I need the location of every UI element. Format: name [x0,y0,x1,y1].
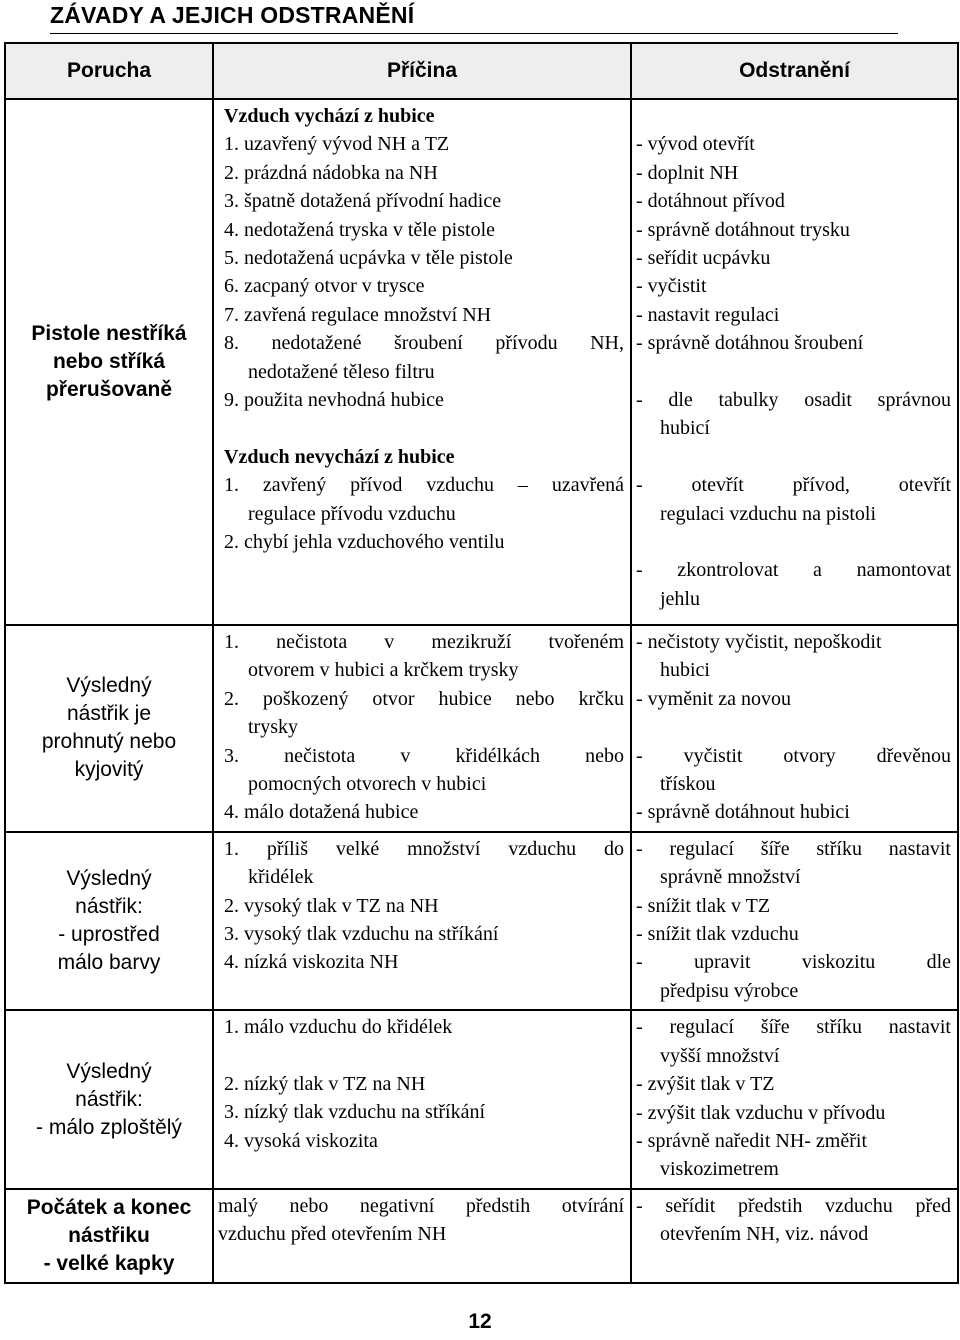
fault-line: - uprostřed [58,923,160,947]
fix-line: - správně naředit NH- změřit [636,1129,868,1152]
cause-line: pomocných otvorech v hubici [248,773,487,796]
cause-line: 4. nízká viskozita NH [224,951,399,974]
fault-line: nástřik: [75,895,143,919]
fix-line: hubici [660,659,710,682]
cause-line: 1. málo vzduchu do křidélek [224,1016,453,1039]
cause-heading: Vzduch vychází z hubice [224,105,435,127]
table-row [5,1010,958,1188]
cause-line: 8. nedotažené šroubení přívodu NH, [224,332,624,355]
cause-line: 1. příliš velké množství vzduchu do [224,837,624,860]
fix-line: - zvýšit tlak vzduchu v přívodu [636,1101,886,1124]
cause-line: 5. nedotažená ucpávka v těle pistole [224,247,513,270]
fix-line: správně množství [660,866,801,889]
cause-line: 4. nedotažená tryska v těle pistole [224,218,496,241]
fault-line: kyjovitý [74,758,144,782]
table-row [5,625,958,832]
fault-line: nástřik: [75,1087,143,1111]
cause-line: 2. poškozený otvor hubice nebo krčku [224,687,624,710]
cause-line: regulace přívodu vzduchu [248,502,456,525]
spacer [636,102,951,130]
fix-line: - seřídit předstih vzduchu před [636,1194,951,1217]
spacer [224,1042,624,1070]
fix-line: vyšší množství [660,1044,780,1067]
fix-line: - regulací šíře stříku nastavit [636,837,951,860]
cause-line: 2. prázdná nádobka na NH [224,161,438,184]
fix-cell [631,1189,958,1283]
title-underline [50,33,898,34]
fix-line: - seřídit ucpávku [636,247,771,270]
cause-cell [213,1189,631,1283]
header-fix: Odstranění [631,43,958,99]
fault-line: - velké kapky [43,1251,175,1275]
cause-line: 1. uzavřený vývod NH a TZ [224,133,450,156]
cause-line: 1. nečistota v mezikruží tvořeném [224,631,624,653]
cause-line: 2. chybí jehla vzduchového ventilu [224,531,505,554]
cause-cell [213,625,631,832]
fix-line: hubicí [660,417,710,440]
fix-line: regulaci vzduchu na pistoli [660,502,877,525]
fix-line: - snížit tlak vzduchu [636,923,799,946]
spacer [636,528,951,556]
fix-line: - dotáhnout přívod [636,190,785,213]
fix-line: - regulací šíře stříku nastavit [636,1016,951,1039]
cause-line: trysky [248,716,298,739]
table-header-row [5,43,958,99]
fault-cell [5,1010,213,1188]
fault-line: Výsledný [66,674,152,698]
cause-line: vzduchu před otevřením NH [218,1223,447,1246]
cause-line: otvorem v hubici a krčkem trysky [248,659,519,682]
fix-cell [631,99,958,625]
fix-line: otevřením NH, viz. návod [660,1223,869,1246]
fault-line: přerušovaně [45,378,173,401]
fix-line: - otevřít přívod, otevřít [636,474,951,497]
fix-line: - dle tabulky osadit správnou [636,389,951,412]
cause-line: malý nebo negativní předstih otvírání [218,1194,624,1217]
cause-line: 1. zavřený přívod vzduchu – uzavřená [224,474,624,497]
cause-line: 3. špatně dotažená přívodní hadice [224,190,502,213]
cause-heading: Vzduch nevychází z hubice [224,445,455,468]
fix-line: - zvýšit tlak v TZ [636,1073,775,1096]
cause-line: 4. málo dotažená hubice [224,801,419,824]
fix-line: - nečistoty vyčistit, nepoškodit [636,631,882,653]
fault-line: málo barvy [57,951,161,975]
fix-line: - upravit viskozitu dle [636,951,951,974]
spacer [224,414,624,442]
fault-line: Pistole nestříká [31,322,187,345]
fault-cell [5,625,213,832]
fix-line: - doplnit NH [636,161,739,184]
fix-line: - správně dotáhnout hubici [636,801,850,824]
fix-line: - vývod otevřít [636,133,755,156]
cause-cell [213,99,631,625]
cause-line: 9. použita nevhodná hubice [224,389,444,412]
fix-line: jehlu [660,587,700,610]
header-cause: Příčina [213,43,631,99]
fix-line: - vyčistit otvory dřevěnou [636,744,951,767]
spacer [636,443,951,471]
fault-line: Počátek a konec [26,1195,192,1219]
fix-line: viskozimetrem [660,1158,779,1181]
fault-line: Výsledný [66,1059,152,1083]
fix-line: předpisu výrobce [660,979,799,1002]
page-number: 12 [468,1310,492,1333]
fault-line: nástřiku [68,1223,150,1247]
cause-cell [213,832,631,1010]
fault-cell [5,99,213,625]
fix-line: - snížit tlak v TZ [636,894,771,917]
fix-line: třískou [660,773,716,796]
fix-line: - vyměnit za novou [636,687,791,710]
table-row [5,832,958,1010]
table-row [5,99,958,625]
fault-line: nebo stříká [52,350,166,373]
page-title: ZÁVADY A JEJICH ODSTRANĚNÍ [50,2,415,28]
cause-line: 4. vysoká viskozita [224,1129,378,1152]
cause-line: 3. nízký tlak vzduchu na stříkání [224,1101,486,1124]
cause-line: křidélek [248,866,314,889]
cause-line: 3. vysoký tlak vzduchu na stříkání [224,923,499,946]
fault-line: Výsledný [66,867,152,891]
fix-line: - nastavit regulaci [636,303,780,326]
table-row [5,1189,958,1283]
cause-line: 2. vysoký tlak v TZ na NH [224,894,439,917]
fault-line: - málo zploštělý [36,1115,182,1139]
cause-line: 7. zavřená regulace množství NH [224,303,492,326]
cause-cell [213,1010,631,1188]
cause-line: 6. zacpaný otvor v trysce [224,275,425,298]
cause-line: 2. nízký tlak v TZ na NH [224,1073,426,1096]
fix-line: - správně dotáhnou šroubení [636,332,864,355]
fault-cell [5,832,213,1010]
faults-table [4,42,959,1284]
spacer [636,358,951,386]
fault-cell [5,1189,213,1283]
fix-line: - vyčistit [636,275,707,298]
spacer [636,713,951,741]
cause-line: 3. nečistota v křidélkách nebo [224,744,624,767]
fix-line: - správně dotáhnout trysku [636,218,850,241]
fix-cell [631,832,958,1010]
cause-line: nedotažené těleso filtru [248,360,435,383]
fix-cell [631,1010,958,1188]
fault-line: prohnutý nebo [41,730,177,754]
fault-line: nástřik je [66,702,152,726]
fix-cell [631,625,958,832]
fix-line: - zkontrolovat a namontovat [636,559,951,582]
header-fault: Porucha [5,43,213,99]
